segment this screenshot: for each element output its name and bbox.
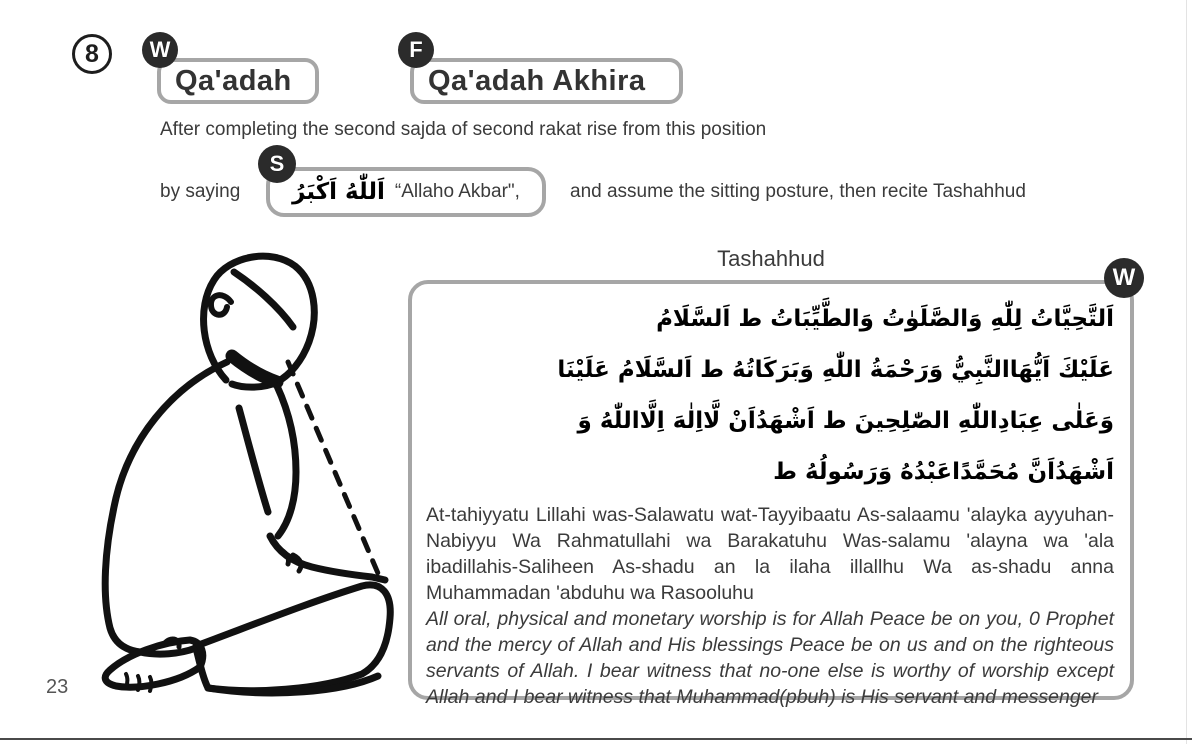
tashahhud-box [408, 280, 1134, 708]
takbir-transliteration: “Allaho Akbar", [394, 181, 520, 202]
instruction-line-2: and assume the sitting posture, then recite Tashahhud [570, 181, 1026, 202]
takbir-box [266, 167, 546, 217]
wajib-badge-icon: W [142, 32, 178, 68]
page-number: 23 [46, 676, 69, 698]
gaze-dashed-line [288, 362, 380, 578]
takbir-arabic-text: اَللّٰهُ اَكْبَرُ [292, 179, 385, 205]
farz-badge-icon: F [398, 32, 434, 68]
tashahhud-heading: Tashahhud [717, 246, 825, 271]
wajib-badge-icon-tashahhud: W [1104, 258, 1144, 298]
by-saying-label: by saying [160, 181, 241, 202]
tashahhud-transliteration: At-tahiyyatu Lillahi was-Salawatu wat-Tayyibaatu As-salaamu 'alayka ayyuhan-Nabiyyu Wa Rahmatullahi wa Barakatuhu Was-salamu 'alayna wa 'ala ibadillahis-Saliheen As-shadu an la ilaha illallhu Wa as-shadu anna Muhammadan 'abduhu wa Rasooluhu [426, 504, 1114, 604]
sunnah-badge-icon: S [258, 145, 296, 183]
tashahhud-arabic-line: وَعَلٰى عِبَادِاللّٰهِ الصّٰلِحِينَ ط اَشْهَدُاَنْ لَّااِلٰهَ اِلَّااللّٰهُ وَ [577, 408, 1114, 434]
tashahhud-arabic-line: اَشْهَدُاَنَّ مُحَمَّدًاعَبْدُهُ وَرَسُولُهُ ط [773, 459, 1114, 485]
qaadah-akhira-title: Qa'adah Akhira [410, 58, 683, 104]
prayer-figure-illustration [30, 240, 430, 720]
page-edge-bottom [0, 738, 1192, 740]
tashahhud-arabic-line: اَلتَّحِيَّاتُ لِلّٰهِ وَالصَّلَوٰتُ وَالطَّيِّبَاتُ ط اَلسَّلَامُ [656, 306, 1114, 332]
qaadah-title: Qa'adah [157, 58, 319, 104]
step-number-badge: 8 [72, 34, 112, 74]
page-edge-right [1186, 0, 1187, 744]
tashahhud-arabic-line: عَلَيْكَ اَيُّهَاالنَّبِيُّ وَرَحْمَةُ اللّٰهِ وَبَرَكَاتُهُ ط اَلسَّلَامُ عَلَيْنَا [557, 357, 1114, 383]
tashahhud-translation: All oral, physical and monetary worship is for Allah Peace be on you, 0 Prophet and the mercy of Allah and His blessings Peace be on us and on the righteous servants of Allah. I bear witness that no-one else is worthy of worship except Allah and I bear witness that Muhammad(pbuh) is His servant and messenger [426, 608, 1114, 708]
instruction-line-1: After completing the second sajda of second rakat rise from this position [160, 119, 767, 140]
